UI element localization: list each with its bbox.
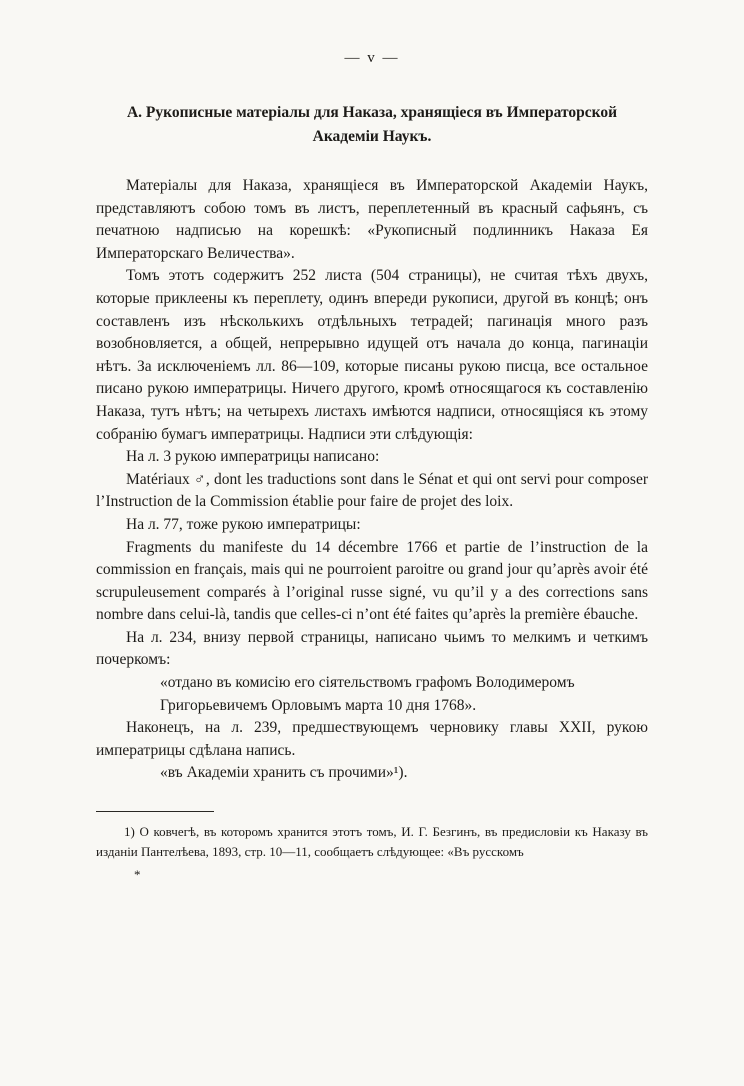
paragraph: Томъ этотъ содержитъ 252 листа (504 страницы), не считая тѣхъ двухъ, которые приклеены къ переплету, одинъ впереди рукописи, другой въ концѣ; онъ составленъ изъ нѣсколькихъ отдѣльныхъ тетрадей; пагинація много разъ возобновляется, а общей, непрерывно идущей отъ начала до конца, пагинаціи нѣтъ. За исключеніемъ лл. 86—109, которые писаны рукою писца, все остальное писано рукою императрицы. Ничего другого, кромѣ относящагося къ составленію Наказа, тутъ нѣтъ; на четырехъ листахъ имѣются надписи, относящіяся къ этому собранію бумагъ императрицы. Надписи эти слѣдующія: bbox=[96, 267, 648, 443]
page-number: — v — bbox=[344, 50, 400, 66]
quote-paragraph: «отдано въ комисію его сіятельствомъ графомъ Володимеромъ Григорьевичемъ Орловымъ марта 10 дня 1768». bbox=[160, 674, 575, 714]
footnote-divider bbox=[96, 811, 214, 812]
quote-paragraph: «въ Академіи хранить съ прочими»¹). bbox=[160, 764, 408, 782]
paragraph-french: Fragments du manifeste du 14 décembre 1766 et partie de l’instruction de la commission en français, mais qui ne pourroient paroitre ou grand jour qu’après avoir été scrupuleusement comparés à l’original russe signé, vu qu’il y a des corrections sans nombre dans celui-là, tandis que celles-ci n’ont été faites qu’après la première ébauche. bbox=[96, 538, 648, 624]
body-text bbox=[96, 175, 648, 785]
paragraph: Матеріалы для Наказа, хранящіеся въ Императорской Академіи Наукъ, представляютъ собою томъ въ листъ, переплетенный въ красный сафьянъ, съ печатною надписью на корешкѣ: «Рукописный подлинникъ Наказа Ея Императорскаго Величества». bbox=[96, 177, 648, 262]
section-heading: А. Рукописные матеріалы для Наказа, хранящіеся въ Императорской Академіи Наукъ. bbox=[126, 104, 618, 145]
footnote-area bbox=[96, 811, 648, 883]
sheet-signature-mark: * bbox=[134, 867, 141, 883]
paragraph: На л. 234, внизу первой страницы, написано чьимъ то мелкимъ и четкимъ почеркомъ: bbox=[96, 628, 648, 669]
paragraph-french: Matériaux ♂, dont les traductions sont dans le Sénat et qui ont servi pour composer l’Instruction de la Commission établie pour faire de projet des loix. bbox=[96, 470, 648, 511]
paragraph: На л. 77, тоже рукою императрицы: bbox=[126, 515, 361, 533]
paragraph: Наконецъ, на л. 239, предшествующемъ черновику главы XXII, рукою императрицы сдѣлана напись. bbox=[96, 719, 648, 759]
paragraph: На л. 3 рукою императрицы написано: bbox=[126, 448, 380, 466]
footnote-text: 1) О ковчегѣ, въ которомъ хранится этотъ томъ, И. Г. Безгинъ, въ предисловіи къ Наказу въ изданіи Пантелѣева, 1893, стр. 10—11, сообщаетъ слѣдующее: «Въ русскомъ bbox=[96, 824, 648, 859]
